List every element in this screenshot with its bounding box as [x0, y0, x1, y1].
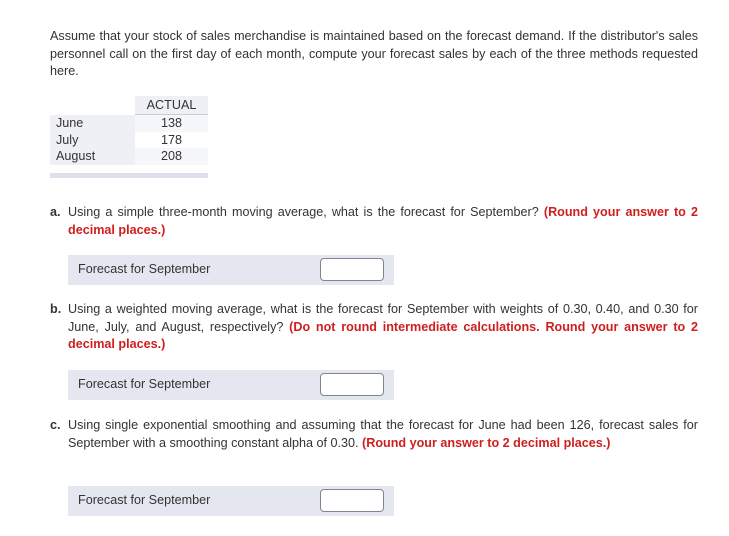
- table-row: [50, 132, 208, 149]
- column-header-actual: ACTUAL: [135, 96, 208, 115]
- answer-row-c: [68, 486, 394, 516]
- row-value-actual: 178: [135, 132, 208, 149]
- table-corner-cell: [50, 96, 135, 115]
- intro-text: Assume that your stock of sales merchandise is maintained based on the forecast demand. If the distributor's sales personnel call on the first day of each month, compute your forecast sales by each of the three methods requested here.: [50, 29, 698, 78]
- question-body: [68, 301, 698, 354]
- forecast-input-c[interactable]: [320, 489, 384, 512]
- row-label-month: July: [50, 132, 135, 149]
- rounding-note: (Do not round intermediate calculations. Round your answer to 2 decimal places.): [68, 319, 698, 351]
- table-footer-bar: [50, 173, 208, 178]
- question-letter: b.: [50, 302, 62, 316]
- forecast-input-b[interactable]: [320, 373, 384, 396]
- answer-row-a: [68, 255, 394, 285]
- question-letter: c.: [50, 418, 61, 432]
- answer-label: Forecast for September: [78, 377, 211, 391]
- table-row: [50, 148, 208, 165]
- question-text: Using a simple three-month moving average, what is the forecast for September?: [68, 205, 539, 219]
- row-label-month: June: [50, 115, 135, 132]
- row-label-month: August: [50, 148, 135, 165]
- question-a: [50, 204, 698, 239]
- table-header-row: [50, 96, 208, 115]
- table-row: [50, 115, 208, 132]
- question-body: [68, 204, 698, 239]
- rounding-note: (Round your answer to 2 decimal places.): [68, 205, 699, 237]
- row-value-actual: 138: [135, 115, 208, 132]
- question-letter: a.: [50, 205, 61, 219]
- answer-row-b: [68, 370, 394, 400]
- answer-label: Forecast for September: [78, 493, 211, 507]
- forecast-input-a[interactable]: [320, 258, 384, 281]
- answer-label: Forecast for September: [78, 262, 211, 276]
- question-text: Using a weighted moving average, what is the forecast for September with weights of 0.30, 0.40, and 0.30 for June, July, and August, respectively?: [68, 302, 698, 334]
- question-text: Using single exponential smoothing and assuming that the forecast for June had been 126, forecast sales for September with a smoothing constant alpha of 0.30.: [68, 418, 698, 450]
- rounding-note: (Round your answer to 2 decimal places.): [362, 435, 611, 450]
- question-b: [50, 301, 698, 354]
- row-value-actual: 208: [135, 148, 208, 165]
- question-body: [68, 417, 698, 452]
- actual-sales-table: [50, 96, 208, 165]
- question-c: [50, 417, 698, 452]
